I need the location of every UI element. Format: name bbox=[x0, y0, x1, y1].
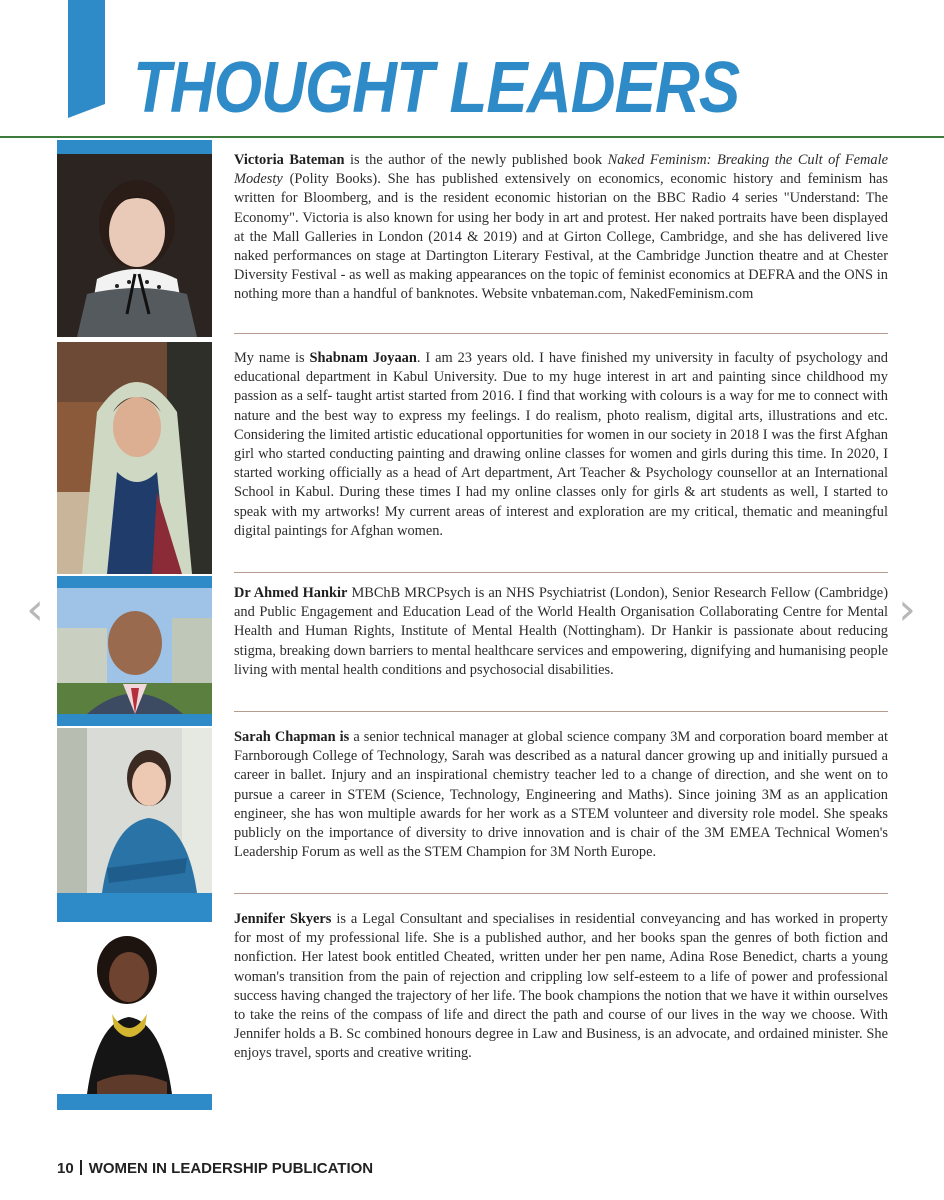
separator bbox=[234, 572, 888, 573]
separator bbox=[234, 711, 888, 712]
bio-text: a senior technical manager at global science company 3M and corporation board member at Farnborough College of Technology, Sarah was described as a natural dancer growing up and initially pursued a career in ballet. Injury and an inspirational chemistry teacher led to a change of direction, and she went on to pursue a career in STEM (Science, Technology, Engineering and Maths). Since joining 3M as an application engineer, she has won multiple awards for her work as a STEM volunteer and diversity role model. She speaks publicly on the importance of diversity to drive innovation and is chair of the 3M EMEA Technical Women's Leadership Forum as well as the STEM Champion for 3M North Europe. bbox=[234, 729, 889, 861]
separator bbox=[234, 333, 888, 334]
bio-bateman bbox=[234, 151, 888, 305]
publication-name: WOMEN IN LEADERSHIP PUBLICATION bbox=[88, 1160, 374, 1177]
title-accent-bar bbox=[68, 0, 105, 118]
title-divider bbox=[0, 136, 944, 138]
bio-text: MBChB MRCPsych is an NHS Psychiatrist (London), Senior Research Fellow (Cambridge) and Public Engagement and Education Lead of the World Health Organisation Collaborating Centre for Mental Health and Human Rights, Institute of Mental Health (Nottingham). Dr Hankir is passionate about reducing stigma, breaking down barriers to mental healthcare services and empowering, dignifying and humanising people living with mental health conditions and psychosocial disabilities. bbox=[234, 585, 888, 678]
page-number: 10 bbox=[57, 1160, 74, 1177]
separator bbox=[234, 893, 888, 894]
name-hankir: Dr Ahmed Hankir bbox=[234, 585, 348, 601]
footer-divider bbox=[80, 1160, 82, 1175]
bio-text: (Polity Books). She has published extensively on economics, economic history and feminism has written for Bloomberg, and is the resident economic historian on the BBC Radio 4 series "Understand: The Economy". Victoria is also known for using her body in art and protest. Her naked portraits have been displayed at the Mall Galleries in London (2014 & 2019) and at Girton College, Cambridge, and she has delivered live naked performances on stage at Dartington Literary Festival, at the Cambridge Junction theatre and at Chester Diversity Festival - as well as making appearances on the topic of feminist economics at DEFRA and the ONS in nothing more than a handful of banknotes. Website vnbateman.com, NakedFeminism.com bbox=[234, 171, 888, 303]
name-bateman: Victoria Bateman bbox=[234, 152, 345, 168]
bio-hankir bbox=[234, 584, 888, 680]
photo-frame-chapman bbox=[57, 728, 212, 913]
bio-text: . I am 23 years old. I have finished my university in faculty of psychology and educational department in Kabul University. Due to my huge interest in art and painting since childhood my passion as a self- taught artist started from 2016. I find that working with colours is a way for me to connect with nature and the best way to express my feelings. I do realism, photo realism, digital arts, illustrations and etc. Considering the limited artistic educational opportunities for women in our society in 2018 I was the first Afghan girl who started conducting painting and drawing online classes for women and girls during this time. In 2020, I started working officially as a head of Art department, Art Teacher & Psychology counsellor at an International School in Kabul. During these times I had my online classes only for girls & art students as well, I started to speak with my artworks! My current areas of interest and exploration are my critical, thematic and meaningful digital paintings for Afghan women. bbox=[234, 350, 888, 539]
photo-frame-skyers bbox=[57, 912, 212, 1110]
bio-skyers bbox=[234, 910, 888, 1064]
photo-frame-hankir bbox=[57, 576, 212, 726]
photo-frame-joyaan bbox=[57, 342, 212, 574]
portrait-joyaan bbox=[57, 342, 212, 574]
book-title: Naked Feminism: Breaking the Cult of Female Modesty bbox=[234, 152, 888, 188]
photo-frame-bateman bbox=[57, 140, 212, 337]
previous-page-arrow[interactable]: ‹ bbox=[26, 584, 44, 635]
bio-prefix: My name is bbox=[234, 350, 310, 366]
portrait-skyers bbox=[57, 922, 212, 1094]
portrait-bateman bbox=[57, 154, 212, 337]
bio-joyaan bbox=[234, 349, 888, 541]
page-footer bbox=[57, 1160, 373, 1177]
bio-text: is a Legal Consultant and specialises in residential conveyancing and has worked in property for most of my professional life. She is a published author, and her books span the genres of both fiction and nonfiction. Her latest book entitled Cheated, written under her pen name, Adina Rose Benedict, charts a young woman's transition from the pain of rejection and crippling low self-esteem to a life of power and professional success having changed the trajectory of her life. The book champions the notion that we have it within ourselves to take the reins of the compass of life and direct the path and course of our lives in the way we choose. With Jennifer holds a B. Sc combined honours degree in Law and Business, is an advocate, and ordained minister. She enjoys travel, sports and creative writing. bbox=[234, 911, 888, 1062]
name-skyers: Jennifer Skyers bbox=[234, 911, 332, 927]
name-chapman: Sarah Chapman is bbox=[234, 729, 350, 745]
name-joyaan: Shabnam Joyaan bbox=[309, 350, 417, 366]
next-page-arrow[interactable]: › bbox=[898, 584, 916, 635]
bio-chapman bbox=[234, 728, 888, 862]
portrait-hankir bbox=[57, 588, 212, 714]
page-title: THOUGHT LEADERS bbox=[133, 48, 740, 128]
bio-text: is the author of the newly published book bbox=[344, 152, 608, 168]
portrait-chapman bbox=[57, 728, 212, 893]
